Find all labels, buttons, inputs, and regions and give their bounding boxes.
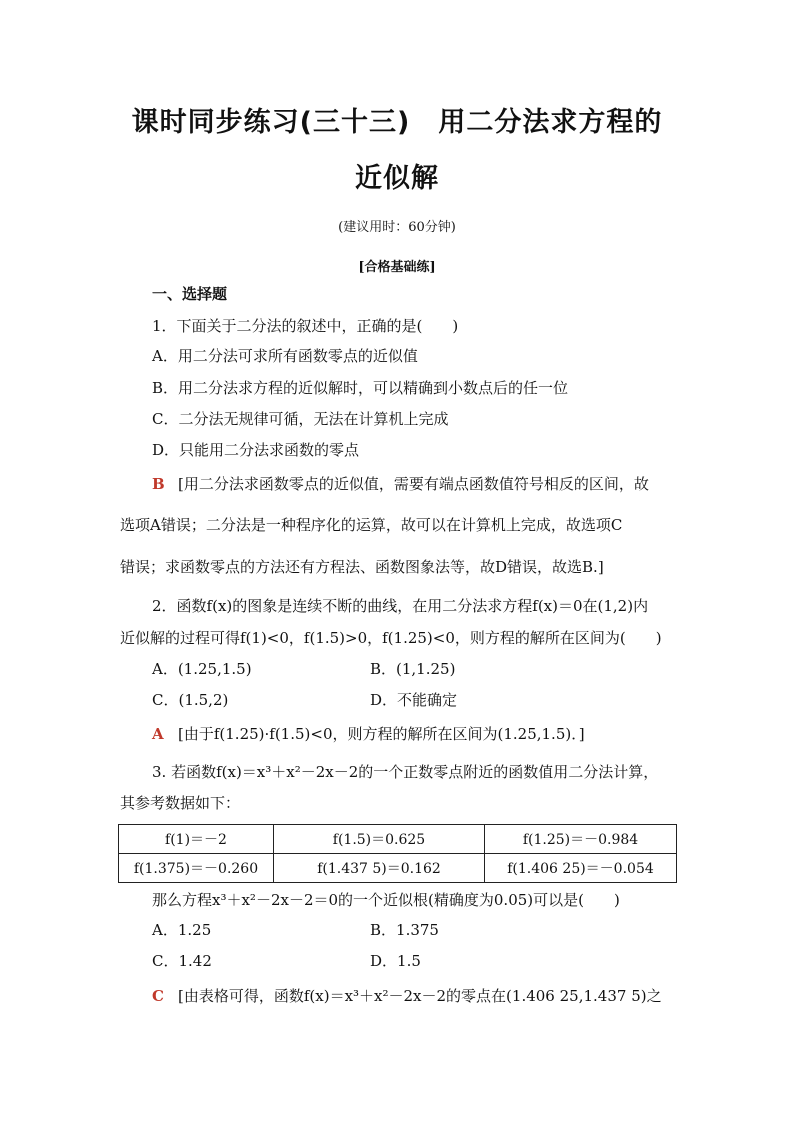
level-heading: [合格基础练]	[358, 260, 436, 275]
table-cell: f(1.437 5)＝0.162	[274, 854, 485, 883]
q3-option-c: C．1.42	[152, 952, 212, 970]
q1-option-a: A．用二分法可求所有函数零点的近似值	[152, 347, 418, 365]
q3-option-a: A．1.25	[152, 921, 212, 939]
q1-exp-line3: 错误；求函数零点的方法还有方程法、函数图象法等，故D错误，故选B.]	[120, 558, 604, 576]
table-cell: f(1.5)＝0.625	[274, 825, 485, 854]
q2-answer: A	[152, 725, 164, 743]
q1-exp-line2: 选项A错误；二分法是一种程序化的运算，故可以在计算机上完成，故选项C	[120, 516, 623, 534]
q1-answer: B	[152, 475, 165, 493]
table-row	[119, 825, 677, 854]
q3-option-d: D．1.5	[370, 952, 421, 970]
q2-exp-text: [由于f(1.25)·f(1.5)<0，则方程的解所在区间为(1.25,1.5)．]	[178, 725, 585, 743]
q1-stem: 1．下面关于二分法的叙述中，正确的是( )	[152, 317, 459, 335]
time-note: (建议用时：60分钟)	[338, 220, 456, 235]
q1-option-c: C．二分法无规律可循，无法在计算机上完成	[152, 410, 449, 428]
q1-exp-line1: [用二分法求函数零点的近似值，需要有端点函数值符号相反的区间，故	[178, 475, 649, 493]
q3-option-b: B．1.375	[370, 921, 439, 939]
reference-data-table	[118, 824, 677, 883]
q2-stem-line2: 近似解的过程可得f(1)<0，f(1.5)>0，f(1.25)<0，则方程的解所在区间为( )	[120, 629, 662, 647]
page-title: 课时同步练习(三十三) 用二分法求方程的	[131, 107, 663, 138]
table-row	[119, 854, 677, 883]
table-cell: f(1.25)＝－0.984	[485, 825, 677, 854]
table-cell: f(1)＝－2	[119, 825, 274, 854]
table-cell: f(1.375)＝－0.260	[119, 854, 274, 883]
q1-option-d: D．只能用二分法求函数的零点	[152, 441, 360, 459]
q2-option-a: A．(1.25,1.5)	[152, 660, 252, 678]
q3-stem: 3. 若函数f(x)＝x³＋x²－2x－2的一个正数零点附近的函数值用二分法计算，	[152, 763, 659, 781]
q2-option-c: C．(1.5,2)	[152, 691, 229, 709]
q1-option-b: B．用二分法求方程的近似解时，可以精确到小数点后的任一位	[152, 379, 569, 397]
section-heading: 一、选择题	[152, 285, 228, 303]
q2-option-d: D．不能确定	[370, 691, 458, 709]
q2-stem: 2．函数f(x)的图象是连续不断的曲线，在用二分法求方程f(x)＝0在(1,2)内	[152, 597, 649, 615]
q3-explanation	[152, 986, 662, 1006]
q3-answer: C	[152, 987, 164, 1005]
q3-exp-text: [由表格可得，函数f(x)＝x³＋x²－2x－2的零点在(1.406 25,1.437 5)之	[178, 987, 662, 1005]
page-title-line2: 近似解	[355, 163, 439, 194]
q3-question: 那么方程x³＋x²－2x－2＝0的一个近似根(精确度为0.05)可以是( )	[152, 891, 620, 909]
q2-explanation	[152, 724, 585, 744]
q3-stem-line2: 其参考数据如下：	[120, 794, 241, 812]
table-cell: f(1.406 25)＝－0.054	[485, 854, 677, 883]
q2-option-b: B．(1,1.25)	[370, 660, 456, 678]
q1-explanation	[152, 474, 649, 494]
